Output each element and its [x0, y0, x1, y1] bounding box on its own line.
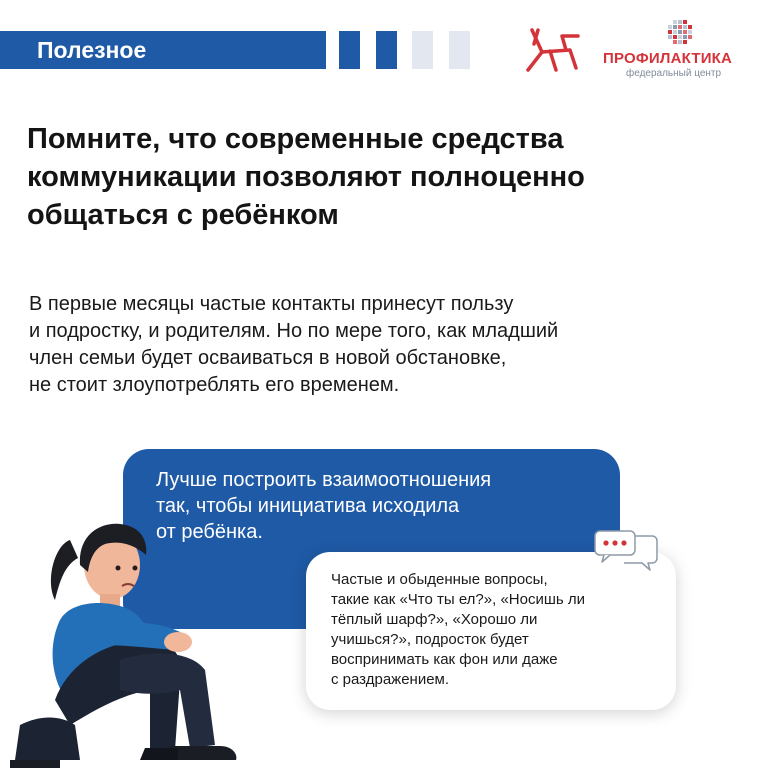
white-bubble-line: такие как «Что ты ел?», «Носишь ли: [331, 591, 585, 608]
white-bubble-line: учишься?», подросток будет: [331, 631, 529, 648]
blue-bubble-line: от ребёнка.: [156, 521, 263, 543]
body-line: не стоит злоупотреблять его временем.: [29, 374, 400, 396]
body-line: В первые месяцы частые контакты принесут пользу: [29, 293, 514, 315]
body-line: и подростку, и родителям. Но по мере того, как младший: [29, 320, 559, 342]
white-bubble-line: Частые и обыденные вопросы,: [331, 571, 548, 588]
sad-teen-girl-illustration: [0, 510, 290, 768]
white-bubble-line: с раздражением.: [331, 671, 450, 688]
white-bubble-text: [331, 570, 651, 690]
pixel-grid-logo-icon: [665, 20, 695, 48]
blue-bubble-line: так, чтобы инициатива исходила: [156, 495, 460, 517]
header-square-2: [376, 31, 397, 69]
body-line: член семьи будет осваиваться в новой обстановке,: [29, 347, 507, 369]
body-text: [29, 291, 719, 399]
header-square-1: [339, 31, 360, 69]
chair-logo-icon: [520, 22, 582, 74]
section-title: Полезное: [37, 37, 147, 63]
headline: Помните, что современные средства коммуникации позволяют полноценно общаться с ребёнком: [27, 123, 585, 231]
header-square-4: [449, 31, 470, 69]
blue-bubble-line: Лучше построить взаимоотношения: [156, 469, 492, 491]
logo-subtitle: федеральный центр: [626, 68, 722, 79]
header-square-3: [412, 31, 433, 69]
white-bubble-line: тёплый шарф?», «Хорошо ли: [331, 611, 538, 628]
white-bubble-line: воспринимать как фон или даже: [331, 651, 558, 668]
chat-bubbles-icon: [594, 528, 658, 572]
logo-title: ПРОФИЛАКТИКА: [603, 50, 733, 67]
